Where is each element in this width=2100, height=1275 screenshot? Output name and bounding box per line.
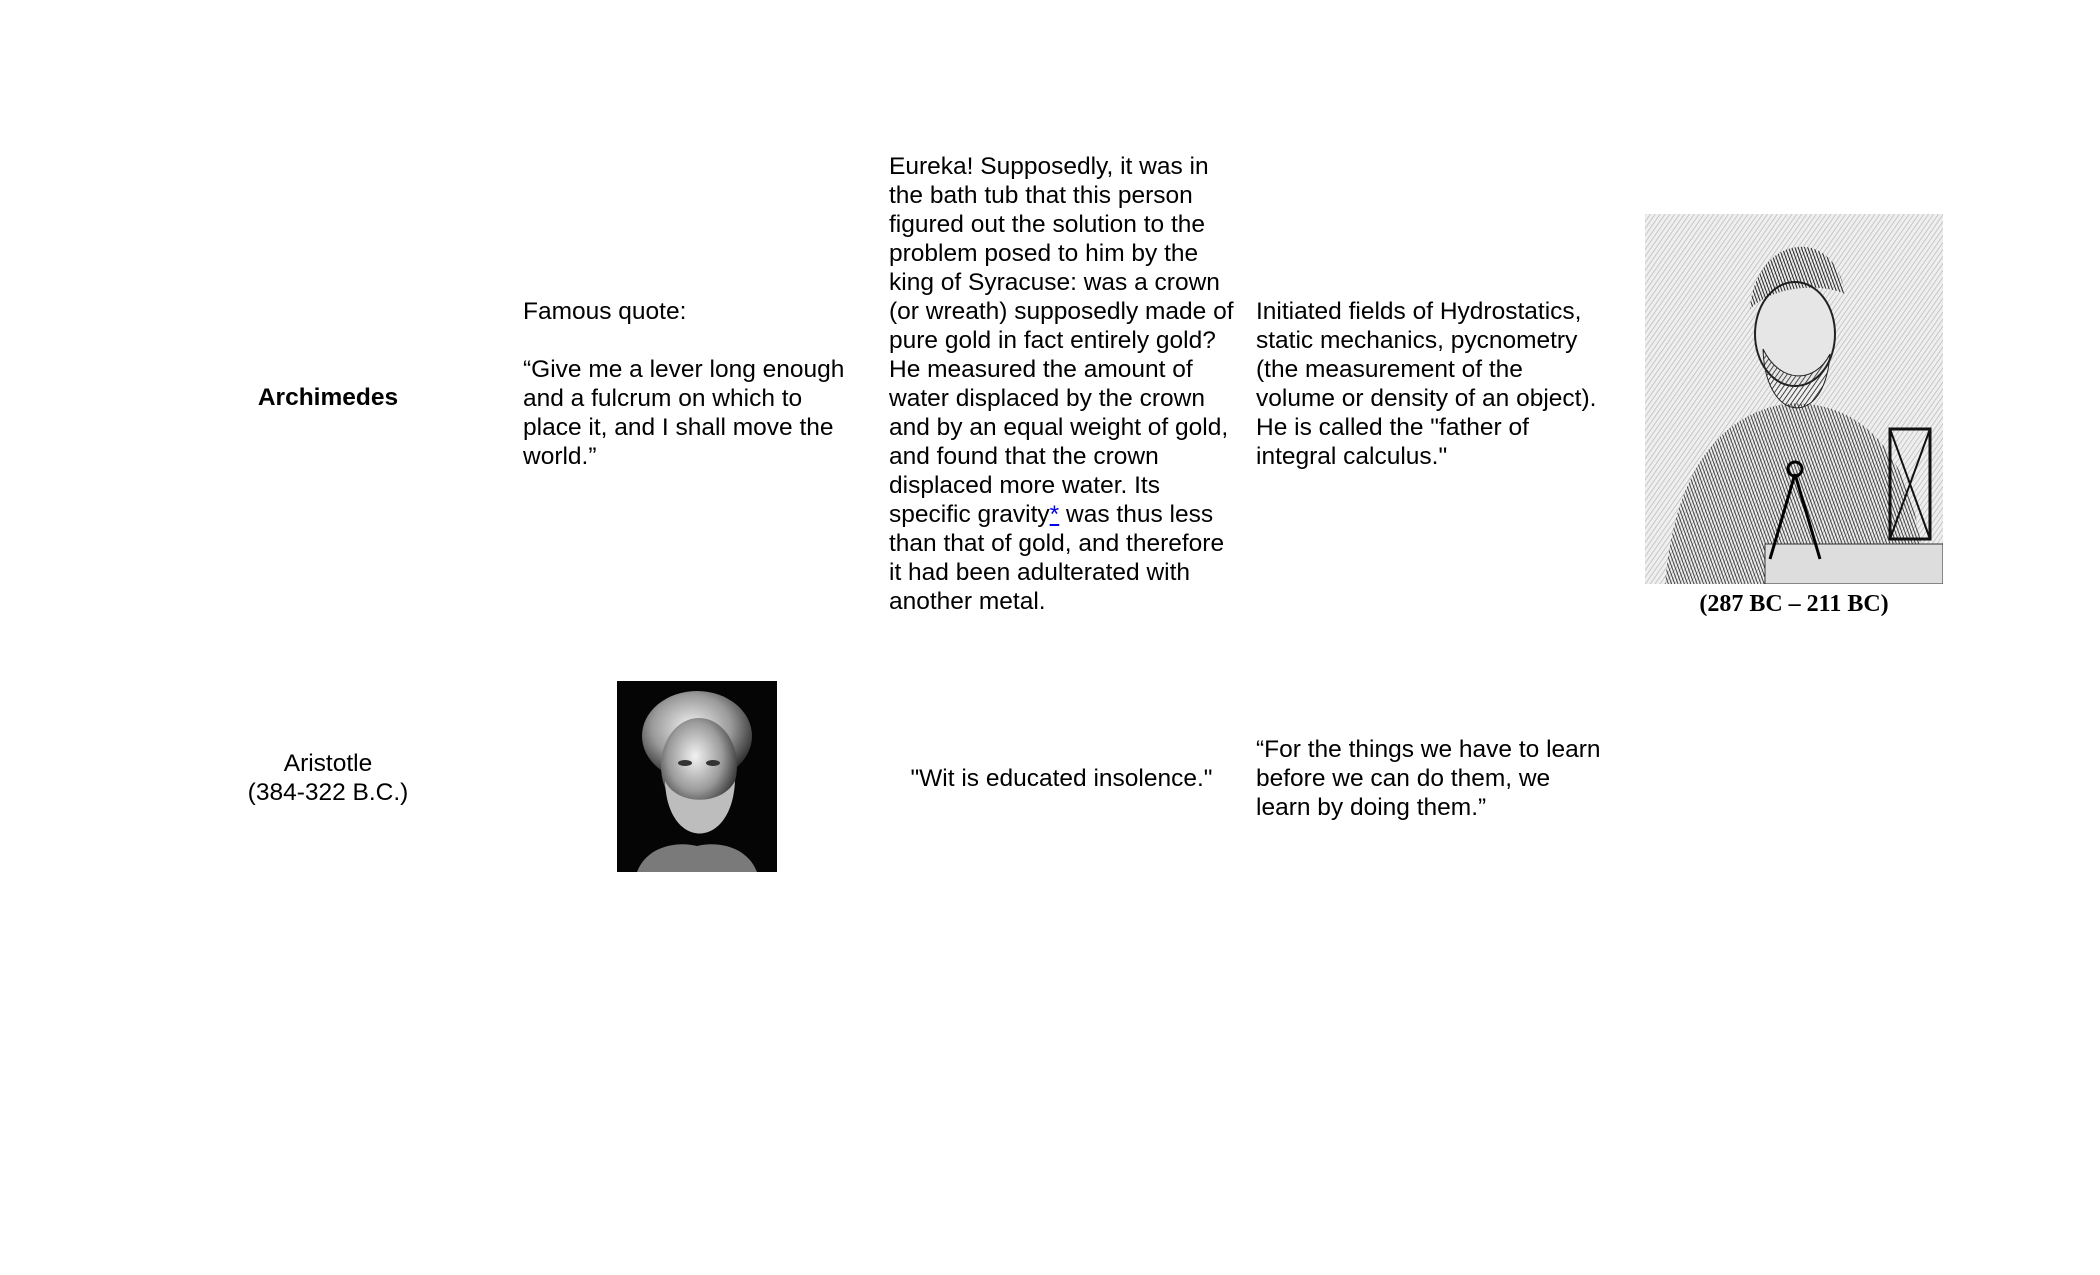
aristotle-quote: "Wit is educated insolence." xyxy=(910,765,1213,792)
archimedes-quote: “Give me a lever long enough and a fulcrum on which to place it, and I shall move the world.” xyxy=(523,356,845,470)
archimedes-name: Archimedes xyxy=(257,384,399,411)
archimedes-quote-heading: Famous quote: xyxy=(523,298,687,325)
aristotle-portrait-image xyxy=(617,681,777,872)
archimedes-portrait-image xyxy=(1645,214,1943,584)
archimedes-fields: Initiated fields of Hydrostatics, static mechanics, pycnometry (the measurement of the volume or density of an object). He is called the "father of integral calculus." xyxy=(1256,298,1597,470)
aristotle-quote-2: “For the things we have to learn before we can do them, we learn by doing them.” xyxy=(1256,736,1601,821)
archimedes-eureka-story xyxy=(889,152,1234,616)
story-text-after-link: was thus less than that of gold, and therefore it had been adulterated with another metal. xyxy=(889,501,1225,615)
story-text-before-link: Eureka! Supposedly, it was in the bath tub that this person figured out the solution to the problem posed to him by the king of Syracuse: was a crown (or wreath) supposedly made of pure gold in fact entirely gold? He measured the amount of water displaced by the crown and by an equal weight of gold, and found that the crown displaced more water. Its specific gravity xyxy=(889,153,1234,528)
specific-gravity-footnote-link[interactable]: * xyxy=(1049,501,1060,528)
aristotle-bust-icon xyxy=(617,681,777,872)
aristotle-dates: (384-322 B.C.) xyxy=(247,779,409,806)
archimedes-engraving-icon xyxy=(1645,214,1943,584)
aristotle-name: Aristotle xyxy=(283,750,373,777)
archimedes-dates-caption: (287 BC – 211 BC) xyxy=(1699,591,1889,617)
